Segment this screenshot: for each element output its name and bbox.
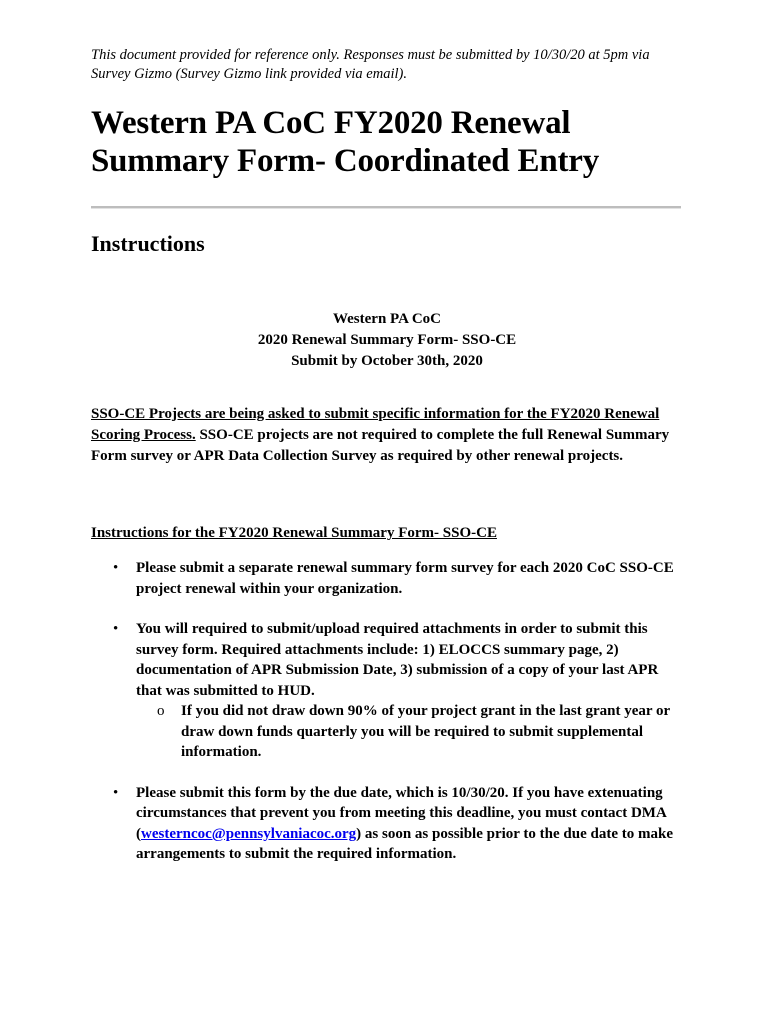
list-item-text [136,785,673,863]
instructions-list [91,558,683,865]
sub-bullet-icon: o [157,703,165,719]
document-page [91,46,683,885]
bullet-icon: • [113,621,119,637]
intro-underlined-text: SSO-CE Projects are being asked to submit specific information for the FY2020 Renewal Scoring Process. [91,406,660,443]
intro-rest-text: SSO-CE projects are not required to complete the full Renewal Summary Form survey or APR Data Collection Survey as required by other renewal projects. [91,427,670,464]
sub-list-item [136,701,683,763]
bullet-icon: • [113,784,119,801]
list-item [91,783,683,865]
horizontal-divider [91,206,681,209]
list-item [91,619,683,763]
form-name: 2020 Renewal Summary Form- SSO-CE [257,332,517,348]
form-header-block [91,309,683,372]
sub-list-item-text: If you did not draw down 90% of your project grant in the last grant year or draw down funds quarterly you will be required to submit supplemental information. [181,703,670,760]
instructions-heading: Instructions [91,231,205,256]
org-name: Western PA CoC [332,311,442,327]
list-item-text: Please submit a separate renewal summary form survey for each 2020 CoC SSO-CE project renewal within your organization. [136,560,674,597]
list-item-text: You will required to submit/upload required attachments in order to submit this survey form. Required attachments include: 1) ELOCCS summary page, 2) documentation of APR Submission Date, 3) submission of a copy of your last APR that was submitted to HUD. [136,621,659,699]
submit-deadline: Submit by October 30th, 2020 [291,353,483,369]
intro-paragraph [91,404,683,467]
instructions-subheading: Instructions for the FY2020 Renewal Summary Form- SSO-CE [91,525,497,541]
list-item [91,558,683,599]
bullet-icon: • [113,560,119,576]
due-date-text: Please submit this form by the due date, which is 10/30/20. If you have extenuating circumstances that prevent you from meeting this deadline, you must contact DMA ( [136,784,666,842]
reference-notice: This document provided for reference only. Responses must be submitted by 10/30/20 at 5pm via Survey Gizmo (Survey Gizmo link provided via email). [91,47,650,82]
due-date-text-end: ) as soon as possible prior to the due date to make arrangements to submit the required information. [136,825,673,862]
page-title: Western PA CoC FY2020 Renewal Summary Form- Coordinated Entry [91,105,600,179]
contact-email-link[interactable]: westerncoc@pennsylvaniacoc.org [141,825,357,842]
sub-list [136,701,683,763]
